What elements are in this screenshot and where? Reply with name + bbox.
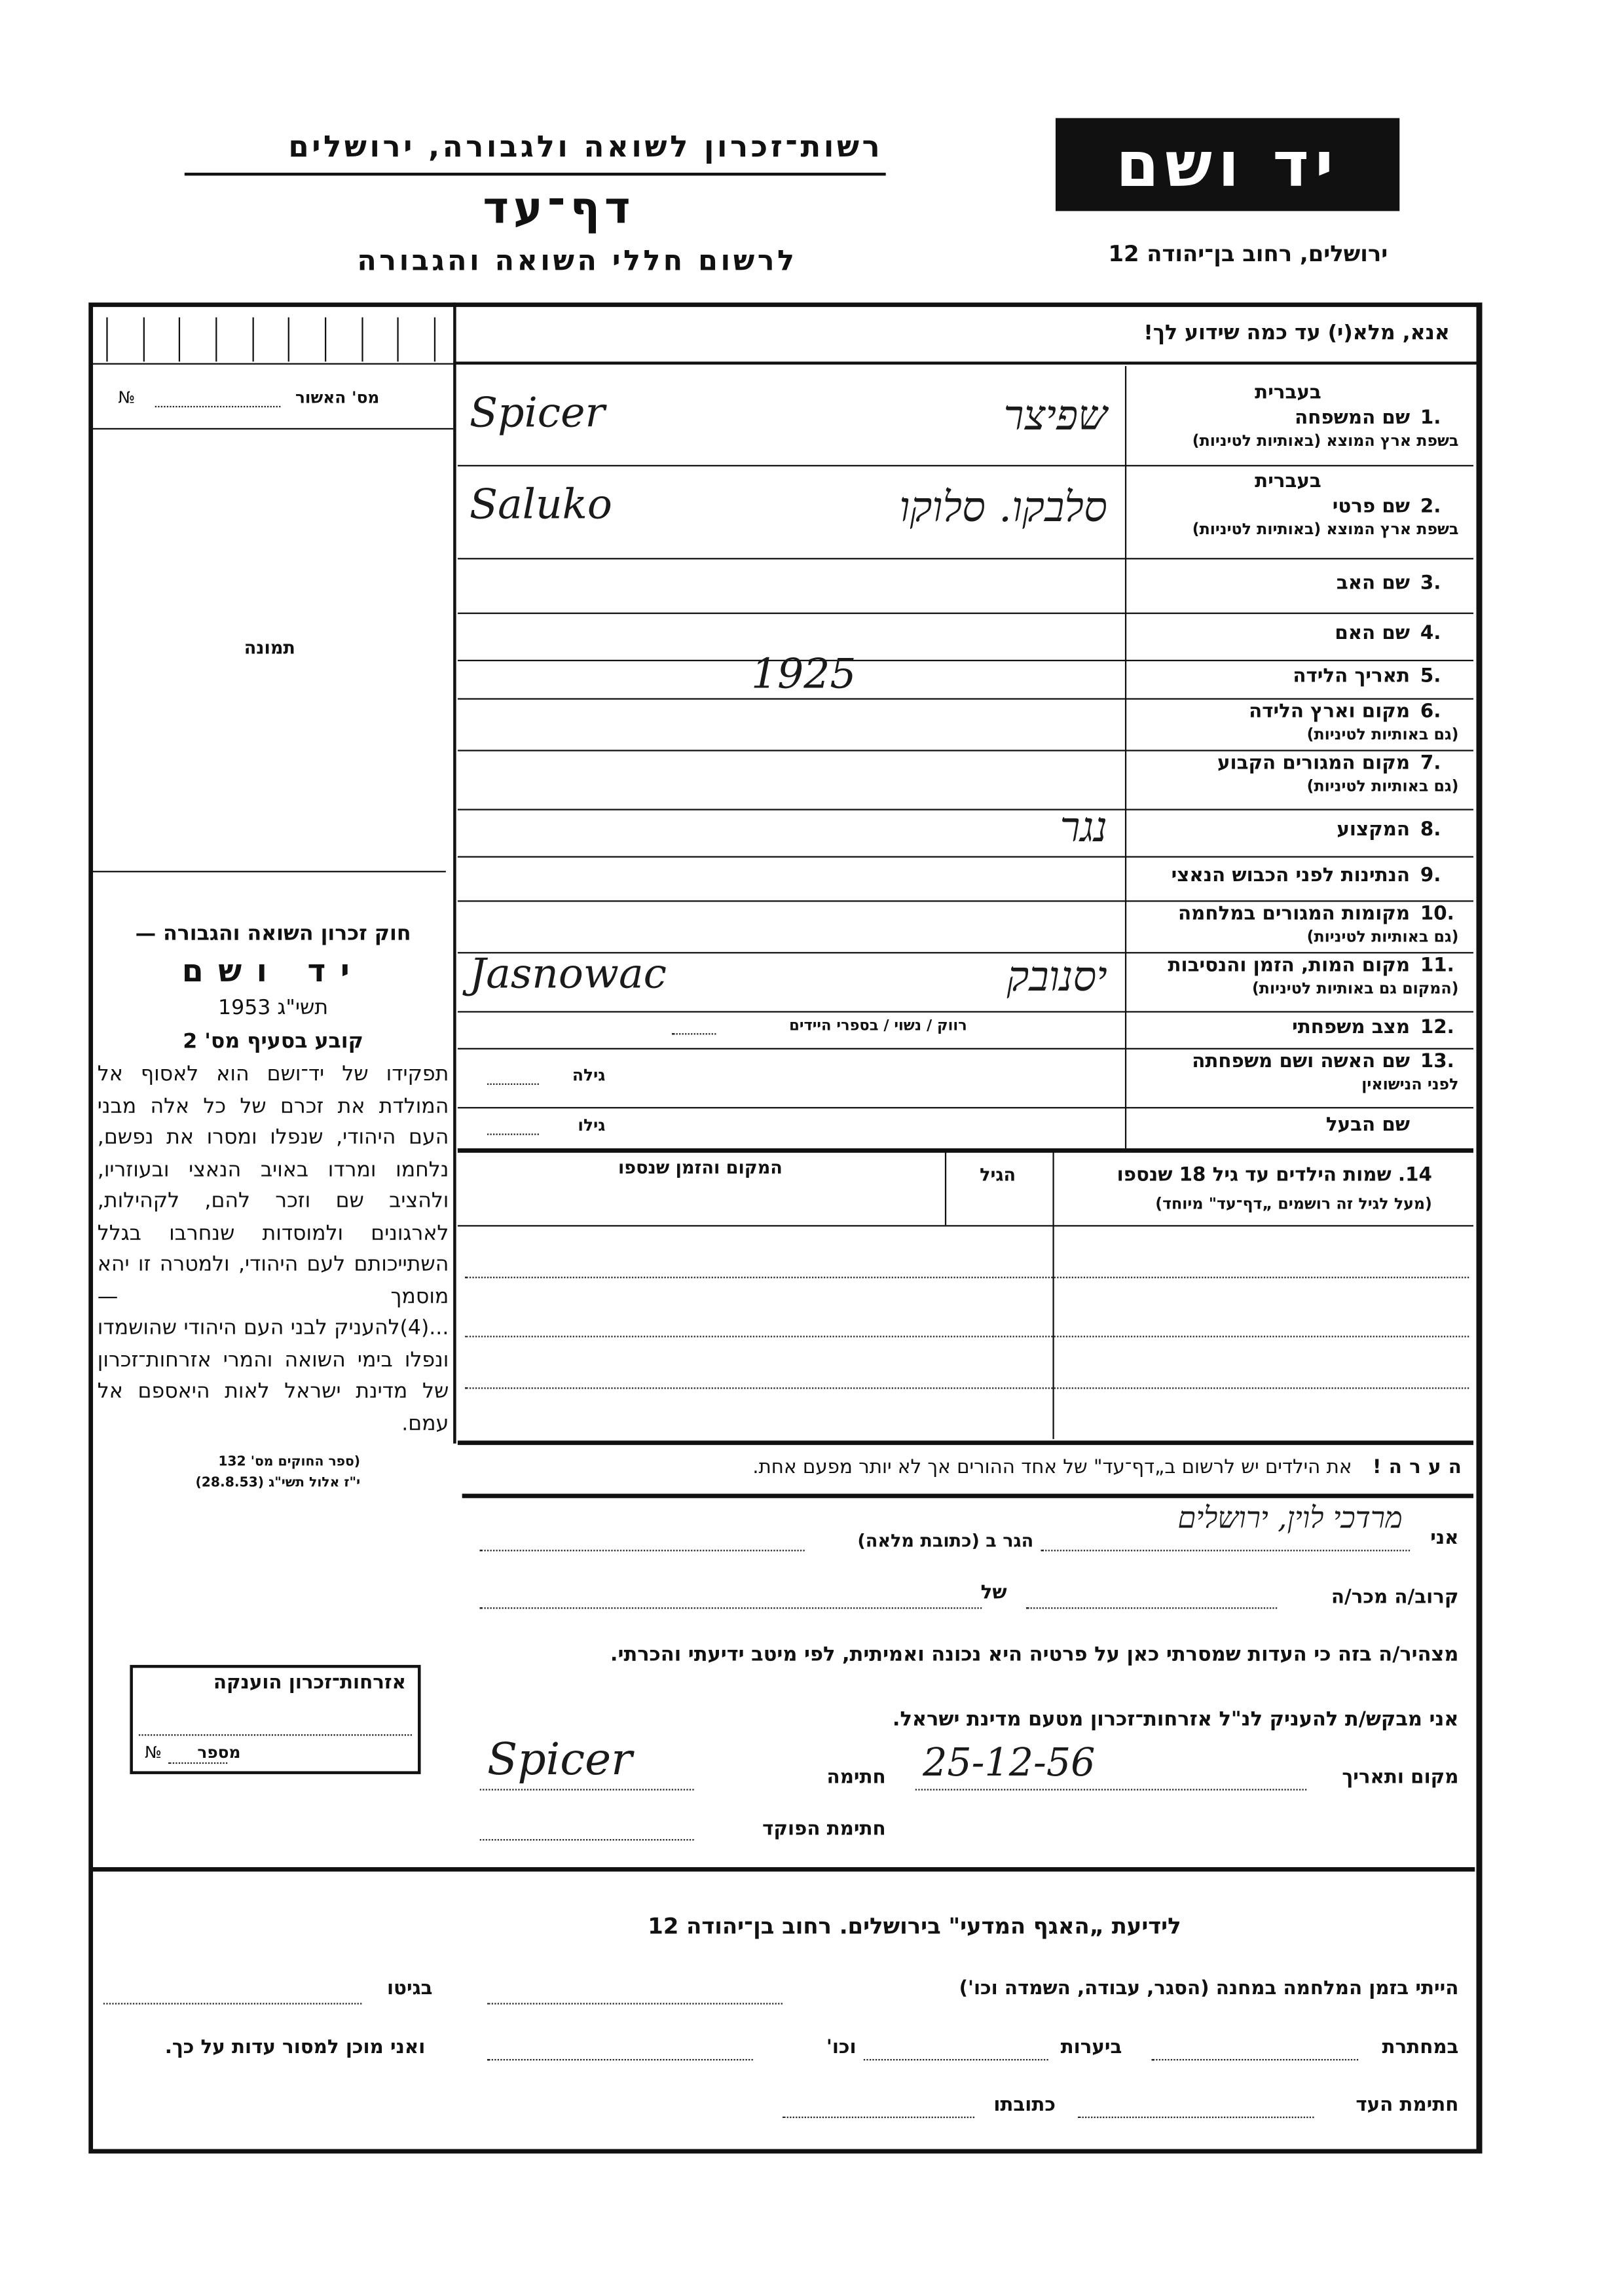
- field-row-line: [458, 465, 1473, 466]
- header-underline: [185, 173, 886, 176]
- declaration-statement: מצהיר/ה בזה כי העדות שמסרתי כאן על פרטיה היא נכונה ואמיתית, לפי מיטב ידיעתי והכרתי.: [610, 1643, 1459, 1667]
- note-label: הערה!: [1373, 1457, 1469, 1480]
- children-col-divider-1: [945, 1152, 946, 1226]
- authority-name: רשות־זכרון לשואה ולגבורה, ירושלים: [288, 128, 883, 164]
- law-year: תשי"ג 1953: [218, 996, 329, 1020]
- ghetto-field[interactable]: [103, 2003, 362, 2004]
- address: ירושלים, רחוב בן־יהודה 12: [1108, 240, 1388, 268]
- approval-number-field[interactable]: [155, 406, 281, 407]
- logo-text: יד ושם: [1116, 128, 1340, 201]
- underground-field[interactable]: [1152, 2059, 1359, 2060]
- marital-status-field[interactable]: [672, 1033, 716, 1034]
- field-label: מקום וארץ הלידה: [1249, 701, 1411, 723]
- marital-status-options: רווק / נשוי / בספרי היידים: [789, 1018, 967, 1035]
- address-label: הגר ב (כתובת מלאה): [857, 1530, 1034, 1552]
- field-sublabel: (גם באותיות לטיניות): [1306, 726, 1459, 744]
- field-row-line: [458, 698, 1473, 699]
- field-sublabel: לפני הנישואין: [1361, 1076, 1459, 1094]
- forests-label: ביערות: [1060, 2037, 1122, 2060]
- field-row-line: [458, 1107, 1473, 1108]
- field-input-8[interactable]: [460, 812, 1119, 853]
- field-row-line: [458, 750, 1473, 751]
- law-source-2: י"ז אלול תשי"ג (28.8.53): [195, 1476, 361, 1491]
- name-field[interactable]: [1041, 1550, 1410, 1551]
- field-label: מקום המגורים הקבוע: [1217, 752, 1411, 775]
- field-value-latin[interactable]: Saluko: [469, 479, 612, 528]
- relation-field[interactable]: [1026, 1607, 1277, 1609]
- age-field[interactable]: [487, 1084, 539, 1085]
- bottom-section-divider: [92, 1867, 1475, 1872]
- children-bottom-line: [458, 1440, 1473, 1445]
- field-row-line: [458, 613, 1473, 614]
- etc-field[interactable]: [487, 2059, 753, 2060]
- signature-value: Spicer: [487, 1734, 633, 1786]
- field-label: תאריך הלידה: [1293, 665, 1411, 688]
- law-clause: קובע בסעיף מס' 2: [183, 1030, 363, 1054]
- field-number: 6.: [1420, 701, 1441, 723]
- field-row-line: [458, 900, 1473, 902]
- field-label: שם האם: [1335, 623, 1411, 646]
- children-row-line[interactable]: [465, 1336, 1469, 1337]
- photo-divider: [92, 871, 446, 872]
- field-value-hebrew[interactable]: שפיצר: [1003, 391, 1107, 440]
- field-number: 1.: [1420, 407, 1441, 430]
- witness-signature-label: חתימת העד: [1356, 2094, 1459, 2117]
- children-row-line: [458, 1225, 1473, 1226]
- field-sublabel: בשפת ארץ המוצא (באותיות לטיניות): [1192, 520, 1459, 539]
- underground-label: במחתרת: [1382, 2037, 1459, 2060]
- tick-boxes: [106, 318, 435, 362]
- place-date-label: מקום ותאריך: [1342, 1766, 1459, 1789]
- ready-to-testify: ואני מוכן למסור עדות על כך.: [164, 2037, 426, 2060]
- field-row-line: [458, 660, 1473, 661]
- address-field[interactable]: [480, 1550, 805, 1551]
- ghetto-label: בגיטו: [386, 1978, 433, 2000]
- field-label: שם פרטי: [1332, 496, 1411, 519]
- field-value-latin[interactable]: Jasnowac: [469, 949, 667, 998]
- children-col-divider-2: [1052, 1152, 1054, 1440]
- of-label: של: [980, 1582, 1007, 1605]
- field-input-3[interactable]: [460, 561, 1119, 610]
- field-sublabel: (המקום גם באותיות לטיניות): [1251, 979, 1459, 998]
- field-label: הנתינות לפני הכבוש הנאצי: [1171, 865, 1411, 887]
- field-row-line: [458, 1048, 1473, 1049]
- field-number: 10.: [1420, 903, 1454, 926]
- approval-divider: [92, 428, 453, 429]
- field-value-hebrew[interactable]: נגר: [1060, 803, 1107, 852]
- field-label: המקצוע: [1337, 819, 1411, 842]
- field-label: מקום המות, הזמן והנסיבות: [1168, 955, 1411, 977]
- field-sublabel: (גם באותיות לטיניות): [1306, 778, 1459, 796]
- tick-divider: [92, 363, 453, 365]
- field-number: 9.: [1420, 865, 1441, 887]
- field-input-9[interactable]: [460, 859, 1119, 898]
- children-top-line: [458, 1148, 1473, 1153]
- law-text-2: ...(4)להעניק לבני העם היהודי שהושמדו ונפלו בימי השואה והמרי אזרחות־זכרון של מדינת ישראל לאות היאספם אל עמם.: [97, 1317, 449, 1436]
- field-number: 2.: [1420, 496, 1441, 519]
- note: [472, 1455, 1469, 1480]
- left-column-divider: [453, 302, 456, 1444]
- place-date-value[interactable]: 25-12-56: [923, 1741, 1096, 1786]
- law-excerpt: [98, 918, 449, 1493]
- field-number: 5.: [1420, 665, 1441, 688]
- official-signature-label: חתימת הפוקד: [762, 1818, 886, 1841]
- witness-address-label: כתובתו: [993, 2094, 1056, 2117]
- field-number: 4.: [1420, 623, 1441, 646]
- relative-of-field[interactable]: [480, 1607, 982, 1609]
- children-sub: (מעל לגיל זה רושמים „דף־עד" מיוחד): [1155, 1195, 1432, 1214]
- children-row-line[interactable]: [465, 1277, 1469, 1278]
- place-date-field[interactable]: [915, 1789, 1306, 1790]
- field-input-13[interactable]: [460, 1051, 1119, 1104]
- field-sublabel: בשפת ארץ המוצא (באותיות לטיניות): [1192, 432, 1459, 450]
- signature-label: חתימה: [826, 1766, 886, 1789]
- age-field[interactable]: [487, 1133, 539, 1135]
- field-number: 8.: [1420, 819, 1441, 842]
- field-hebrew-tag: בעברית: [1255, 471, 1321, 494]
- camp-field[interactable]: [487, 2003, 783, 2004]
- badge-number-field[interactable]: [168, 1762, 227, 1764]
- field-label: שם המשפחה: [1295, 407, 1411, 430]
- label-column-divider: [1125, 366, 1126, 1148]
- field-value-hebrew[interactable]: 1925: [750, 649, 857, 699]
- field-label: מצב משפחתי: [1292, 1016, 1411, 1039]
- field-input-10[interactable]: [460, 903, 1119, 949]
- field-label: שם האב: [1336, 572, 1411, 594]
- approval-label: מס' האשור: [295, 388, 380, 408]
- law-text: תפקידו של יד־ושם הוא לאסוף אל המולדת את זכרם של כל אלה מבני העם היהודי, שנפלו ומסרו את נפשם, נלחמו ומרדו באויב הנאצי ובעוזריו, ולהציב שם וזכר להם, לקהילות, לארגונים ולמוסדות שנחרבו בגלל השתייכותם לעם היהודי, ולמטרה זו יהא מוסמך —: [97, 1063, 449, 1309]
- relative-label: קרוב/ה מכר/ה: [1331, 1586, 1459, 1609]
- forests-field[interactable]: [864, 2059, 1048, 2060]
- instruction-divider: [453, 361, 1476, 365]
- children-label: 14. שמות הילדים עד גיל 18 שנספו: [1116, 1164, 1432, 1187]
- field-value-hebrew[interactable]: סלבקו. סלוקו: [899, 482, 1107, 531]
- yad-vashem-logo: [1056, 118, 1399, 211]
- field-number: 3.: [1420, 572, 1441, 594]
- number-sign: №: [118, 388, 136, 408]
- badge-number-sign: №: [144, 1743, 162, 1762]
- field-input-7[interactable]: [460, 753, 1119, 806]
- field-row-line: [458, 809, 1473, 810]
- field-label: שם האשה ושם משפחתה: [1192, 1051, 1411, 1074]
- official-signature-field[interactable]: [480, 1839, 694, 1840]
- age-label: גילו: [578, 1116, 606, 1135]
- witness-address-field[interactable]: [783, 2117, 974, 2118]
- i-label: אני: [1430, 1527, 1459, 1550]
- field-value-hebrew[interactable]: יסנובק: [1006, 952, 1107, 1001]
- badge-number-label: מספר: [197, 1743, 241, 1762]
- age-label: גילה: [572, 1065, 606, 1085]
- bottom-heading: לידיעת „האגף המדעי" בירושלים. רחוב בן־יהודה 12: [648, 1912, 1181, 1940]
- law-name: יד ושם: [181, 953, 365, 989]
- age-col-header: הגיל: [980, 1164, 1016, 1186]
- field-label: מקומות המגורים במלחמה: [1178, 903, 1411, 926]
- witness-signature-field[interactable]: [1078, 2117, 1314, 2118]
- citizenship-request: אני מבקש/ת להעניק לנ"ל אזרחות־זכרון מטעם מדינת ישראל.: [892, 1707, 1459, 1732]
- field-input-6[interactable]: [460, 701, 1119, 747]
- field-hebrew-tag: בעברית: [1255, 382, 1321, 405]
- field-value-latin[interactable]: Spicer: [469, 388, 605, 437]
- badge-title: אזרחות־זכרון הוענקה: [213, 1672, 406, 1695]
- camp-line: הייתי בזמן המלחמה במחנה (הסגר, עבודה, השמדה וכו'): [959, 1978, 1459, 2000]
- field-label: שם הבעל: [1325, 1114, 1411, 1137]
- signature-field[interactable]: [480, 1789, 694, 1790]
- field-number: 13.: [1420, 1051, 1454, 1074]
- field-row-line: [458, 856, 1473, 858]
- field-input-14[interactable]: [460, 1110, 1119, 1145]
- note-bottom-line: [462, 1494, 1473, 1499]
- etc-label: וכו': [826, 2037, 857, 2060]
- law-source-1: (ספר החוקים מס' 132: [218, 1455, 361, 1470]
- instruction: אנא, מלא(י) עד כמה שידוע לך!: [1143, 321, 1450, 346]
- children-row-line[interactable]: [465, 1387, 1469, 1389]
- field-row-line: [458, 1011, 1473, 1012]
- page-subtitle: לרשום חללי השואה והגבורה: [357, 245, 798, 278]
- field-number: 12.: [1420, 1016, 1454, 1039]
- page-title: דף־עד: [483, 183, 635, 235]
- declarant-name[interactable]: מרדכי לוין, ירושלים: [1177, 1499, 1403, 1535]
- photo-label: תמונה: [244, 637, 295, 659]
- note-text: את הילדים יש לרשום ב„דף־עד" של אחד ההורים אך לא יותר מפעם אחת.: [752, 1457, 1352, 1480]
- field-sublabel: (גם באותיות לטיניות): [1306, 928, 1459, 947]
- field-row-line: [458, 558, 1473, 559]
- field-number: 7.: [1420, 752, 1441, 775]
- badge-line: [139, 1734, 412, 1736]
- field-number: 11.: [1420, 955, 1454, 977]
- citizenship-granted-box: [130, 1665, 420, 1774]
- place-col-header: המקום והזמן שנספו: [618, 1157, 783, 1178]
- law-title: חוק זכרון השואה והגבורה —: [135, 922, 411, 947]
